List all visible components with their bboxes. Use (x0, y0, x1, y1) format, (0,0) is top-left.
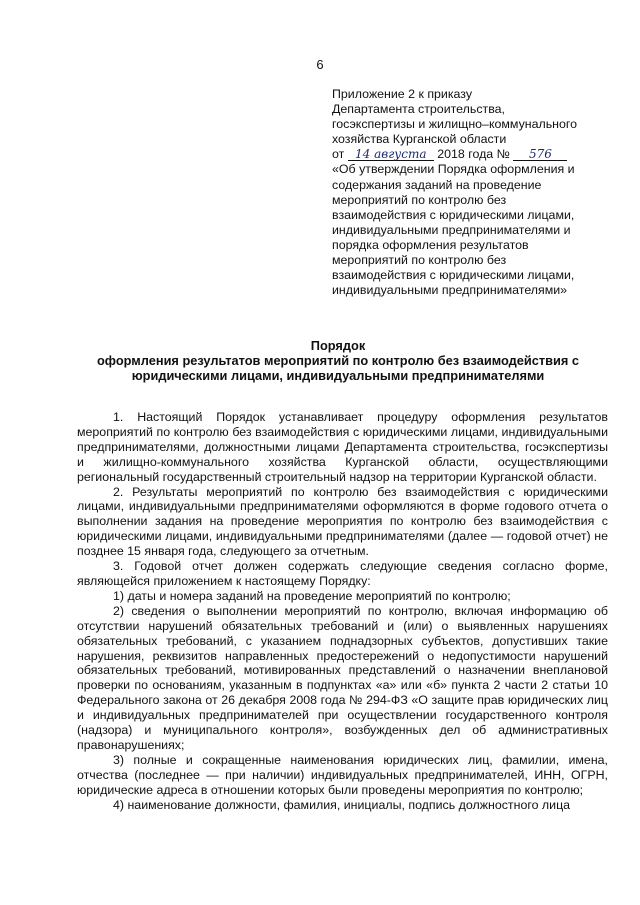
paragraph: 3) полные и сокращенные наименования юридических лиц, фамилии, имена, отчества (последнее — при наличии) индивидуальных предпринимателей, ИНН, ОГРН, юридические адреса в отношении которых были проведены мероприятия по контролю; (77, 752, 608, 797)
subject-line: содержания заданий на проведение (332, 177, 542, 192)
appendix-header (332, 87, 594, 298)
appendix-line: Приложение 2 к приказу (332, 87, 473, 101)
document-title (78, 338, 598, 383)
subject-line: индивидуальными предпринимателями и (332, 222, 571, 237)
paragraph: 4) наименование должности, фамилия, инициалы, подпись должностного лица (113, 797, 571, 812)
title-subheading: юридическими лицами, индивидуальными предпринимателями (131, 368, 545, 383)
paragraph: 1. Настоящий Порядок устанавливает процедуру оформления результатов мероприятий по контролю без взаимодействия с юридическими лицами, индивидуальными предпринимателями, должностными лицами Департамента строительства, госэкспертизы и жилищно-коммунального хозяйства Курганской области, осуществляющими региональный государственный строительный надзор на территории Курганской области. (77, 410, 608, 484)
paragraph: 2) сведения о выполнении мероприятий по контролю, включая информацию об отсутствии нарушений обязательных требований и (или) о выявленных нарушениях обязательных требований, с указанием поднадзорных субъектов, допустивших такие нарушения, реквизитов направленных предостережений о недопустимости нарушений обязательных требований, мотивированных представлений о назначении внеплановой проверки по основаниям, указанным в подпунктах «а» или «б» пункта 2 части 2 статьи 10 Федерального закона от 26 декабря 2008 года № 294-ФЗ «О защите прав юридических лиц и индивидуальных предпринимателей при осуществлении государственного контроля (надзора) и муниципального контроля», возбужденных дел об административных правонарушениях; (77, 603, 608, 752)
paragraph: 2. Результаты мероприятий по контролю без взаимодействия с юридическими лицами, индивидуальными предпринимателями оформляются в форме годового отчета о выполнении задания на проведение мероприятия по контролю без взаимодействия с юридическими лицами, индивидуальными предпринимателями (далее — годовой отчет) не позднее 15 января года, следующего за отчетным. (77, 484, 608, 559)
appendix-line: хозяйства Курганской области (332, 132, 507, 147)
title-heading: Порядок (310, 338, 366, 353)
subject-line: мероприятий по контролю без (332, 253, 507, 268)
title-subheading: оформления результатов мероприятий по контролю без взаимодействия с (96, 353, 579, 368)
order-date-line (332, 147, 594, 162)
appendix-line: госэкспертизы и жилищно–коммунального (332, 117, 578, 132)
subject-line: взаимодействия с юридическими лицами, (332, 207, 575, 222)
document-body (77, 410, 608, 812)
date-prefix: от (332, 147, 345, 162)
paragraph: 3. Годовой отчет должен содержать следующие сведения согласно форме, являющейся приложением к настоящему Порядку: (77, 559, 608, 588)
subject-line: мероприятий по контролю без (332, 192, 507, 207)
page-number: 6 (316, 57, 324, 72)
subject-line: индивидуальными предпринимателями» (332, 283, 568, 298)
year-text: 2018 года № (437, 147, 510, 162)
paragraph: 1) даты и номера заданий на проведение мероприятий по контролю; (113, 588, 511, 603)
subject-line: взаимодействия с юридическими лицами, (332, 268, 575, 283)
subject-line: «Об утверждении Порядка оформления и (332, 162, 575, 177)
subject-line: порядка оформления результатов (332, 237, 529, 252)
handwritten-order-number: 576 (513, 148, 567, 161)
appendix-line: Департамента строительства, (332, 102, 505, 117)
handwritten-date: 14 августа (348, 148, 434, 161)
